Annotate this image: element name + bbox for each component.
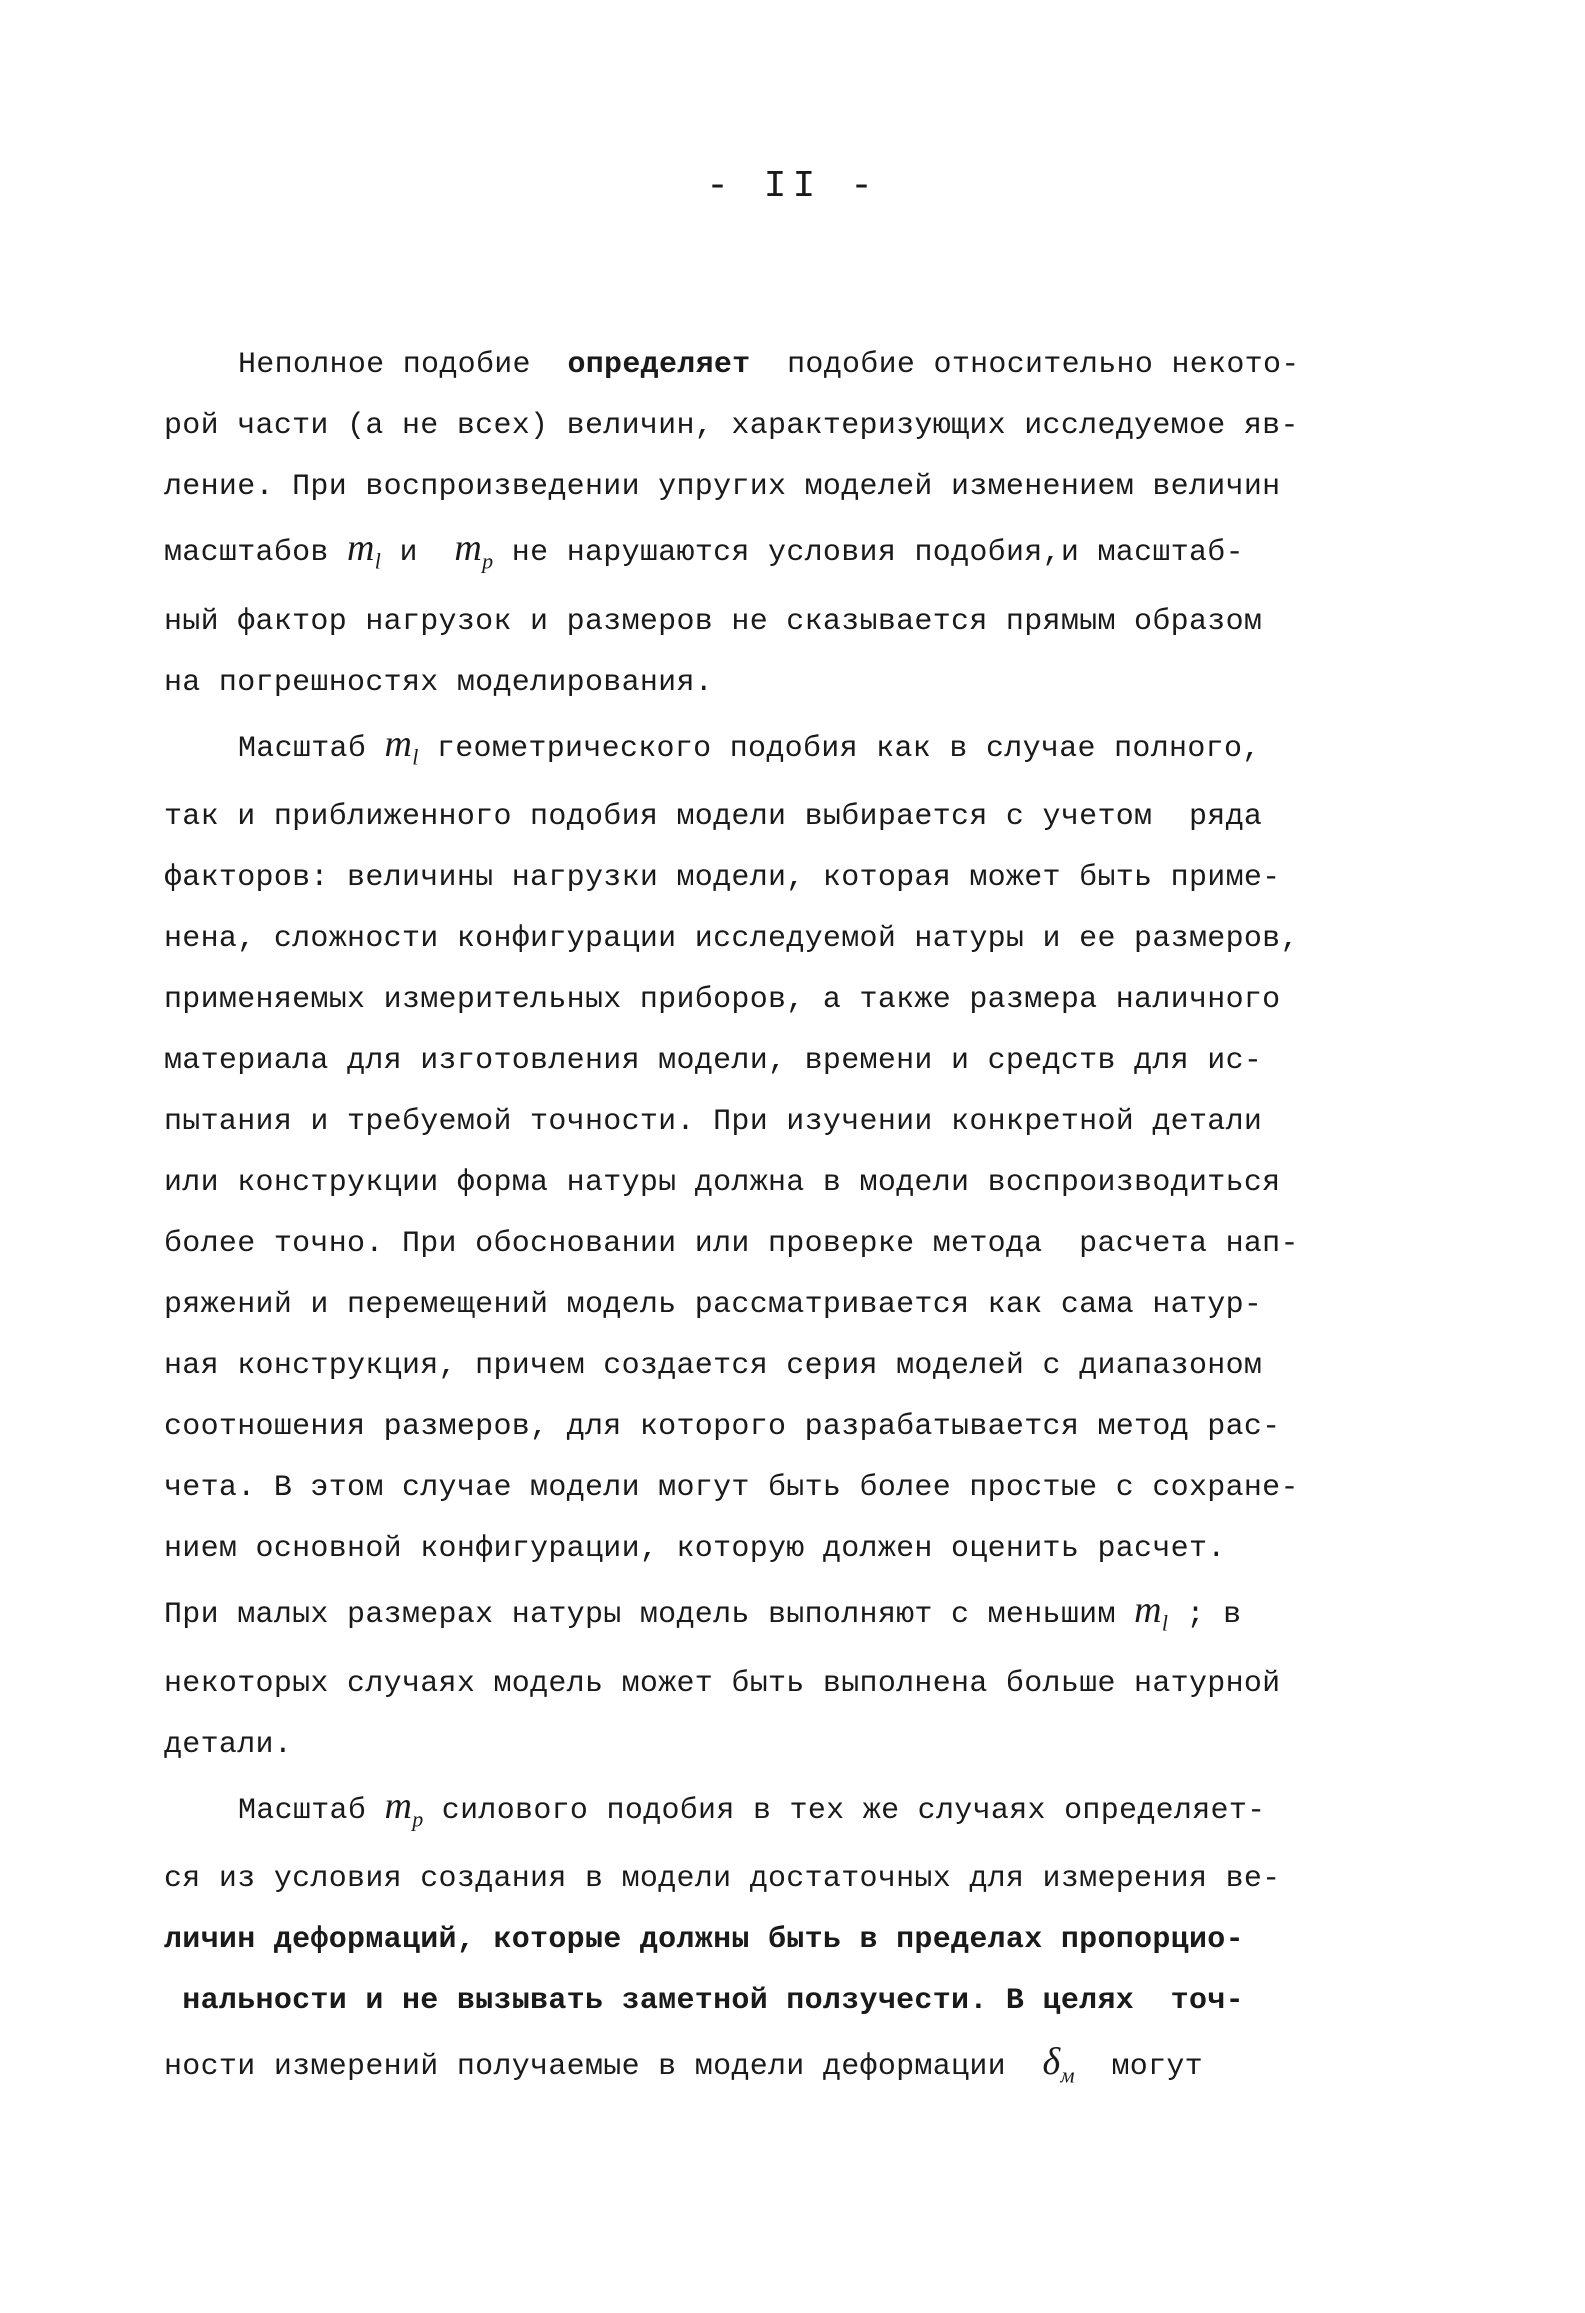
text-line <box>164 653 1344 714</box>
math-symbol: $\delta_м$ <box>1042 2041 1075 2088</box>
math-symbol: $m_p$ <box>384 1784 424 1832</box>
text-line <box>164 592 1344 653</box>
text-line <box>164 1910 1344 1971</box>
text-segment: ности измерений получаемые в модели деформации <box>164 2050 1043 2085</box>
text-segment: определяет <box>567 348 751 382</box>
text-line <box>164 848 1344 909</box>
text-line <box>164 335 1344 396</box>
text-segment: не нарушаются условия подобия,и масштаб- <box>493 536 1244 570</box>
math-symbol: $m_l$ <box>1134 1589 1169 1636</box>
text-segment: нальности и не вызывать заметной ползучести. В целях точ- <box>164 1984 1244 2019</box>
text-line <box>164 1776 1344 1850</box>
text-line <box>164 1214 1344 1275</box>
text-line <box>164 518 1344 592</box>
text-segment: ная конструкция, причем создается серия моделей с диапазоном <box>164 1349 1263 1384</box>
text-segment: При малых размерах натуры модель выполняют с меньшим <box>164 1598 1135 1633</box>
text-segment: чета. В этом случае модели могут быть более простые с сохране- <box>164 1471 1299 1506</box>
text-segment: Масштаб <box>238 731 385 766</box>
text-segment: некоторых случаях модель может быть выполнена больше натурной <box>164 1666 1281 1701</box>
text-segment: детали. <box>164 1727 293 1762</box>
text-segment: и <box>381 536 455 570</box>
text-segment: личин деформаций, которые должны быть в пределах пропорцио- <box>164 1923 1244 1958</box>
text-line <box>164 1275 1344 1336</box>
text-line <box>164 396 1344 457</box>
text-segment: масштабов <box>164 536 348 570</box>
math-symbol: $m_l$ <box>347 527 382 574</box>
text-line <box>164 1715 1344 1776</box>
text-segment: нена, сложности конфигурации исследуемой натуры и ее размеров, <box>164 922 1299 957</box>
text-line <box>164 1153 1344 1214</box>
text-segment: геометрического подобия как в случае полного, <box>418 731 1261 766</box>
text-line <box>164 1519 1344 1580</box>
text-segment: подобие относительно некото- <box>750 348 1300 382</box>
math-symbol: $m_p$ <box>454 527 494 574</box>
text-segment: ный фактор нагрузок и размеров не сказывается прямым образом <box>164 604 1263 639</box>
paragraph <box>164 335 1344 714</box>
text-segment: соотношения размеров, для которого разрабатывается метод рас- <box>164 1410 1281 1445</box>
body-text <box>164 335 1344 2106</box>
text-line <box>164 1849 1344 1910</box>
text-segment: нием основной конфигурации, которую должен оценить расчет. <box>164 1532 1226 1567</box>
text-line <box>164 1971 1344 2032</box>
text-line <box>164 1092 1344 1153</box>
text-segment: Неполное подобие <box>238 348 568 382</box>
text-line <box>164 457 1344 518</box>
text-line <box>164 909 1344 970</box>
text-segment: могут <box>1074 2050 1203 2085</box>
text-line <box>164 1654 1344 1715</box>
text-line <box>164 1397 1344 1458</box>
text-segment: ление. При воспроизведении упругих моделей изменением величин <box>164 470 1281 504</box>
paragraph <box>164 714 1344 1776</box>
text-segment: рой части (а не всех) величин, характеризующих исследуемое яв- <box>164 409 1299 443</box>
page-number: - II - <box>706 165 879 208</box>
text-line <box>164 1031 1344 1092</box>
text-segment: ; в <box>1168 1598 1242 1633</box>
text-line <box>164 1458 1344 1519</box>
text-line <box>164 787 1344 848</box>
text-line <box>164 714 1344 788</box>
text-segment: силового подобия в тех же случаях определяет- <box>423 1793 1266 1828</box>
text-segment: Масштаб <box>238 1793 385 1828</box>
text-segment: материала для изготовления модели, времени и средств для ис- <box>164 1044 1263 1079</box>
text-segment: применяемых измерительных приборов, а также размера наличного <box>164 983 1281 1018</box>
text-segment: ряжений и перемещений модель рассматривается как сама натур- <box>164 1288 1263 1323</box>
text-segment: на погрешностях моделирования. <box>164 665 714 700</box>
text-segment: так и приближенного подобия модели выбирается с учетом ряда <box>164 800 1263 835</box>
text-segment: факторов: величины нагрузки модели, которая может быть приме- <box>164 861 1281 896</box>
text-line <box>164 1580 1344 1654</box>
text-segment: пытания и требуемой точности. При изучении конкретной детали <box>164 1105 1263 1140</box>
math-symbol: $m_l$ <box>384 722 419 770</box>
text-line <box>164 2032 1344 2106</box>
text-line <box>164 970 1344 1031</box>
paragraph <box>164 1776 1344 2106</box>
text-segment: или конструкции форма натуры должна в модели воспроизводиться <box>164 1166 1281 1201</box>
text-segment: более точно. При обосновании или проверке метода расчета нап- <box>164 1227 1299 1262</box>
text-line <box>164 1336 1344 1397</box>
text-segment: ся из условия создания в модели достаточных для измерения ве- <box>164 1862 1281 1897</box>
